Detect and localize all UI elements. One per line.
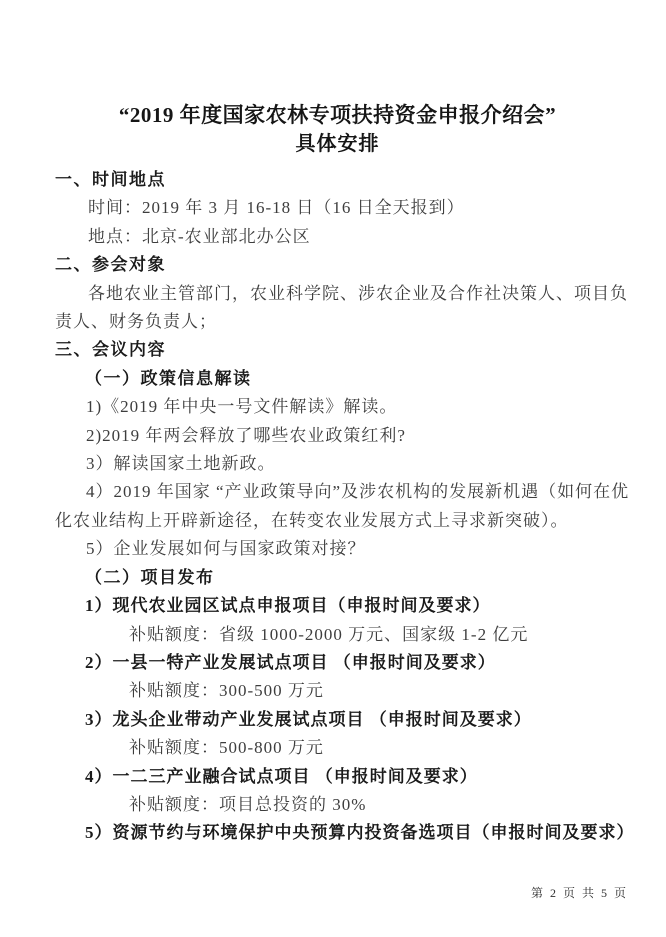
- project-subsidy-4: 补贴额度：项目总投资的 30%: [129, 794, 367, 814]
- policy-item-5: 5）企业发展如何与国家政策对接？: [86, 539, 366, 559]
- subsection-projects-heading: （二）项目发布: [85, 567, 215, 587]
- doc-title: “2019 年度国家农林专项扶持资金申报介绍会”: [118, 103, 557, 127]
- policy-item-1: 1)《2019 年中央一号文件解读》解读。: [86, 397, 398, 417]
- project-title-4: 4）一二三产业融合试点项目 （申报时间及要求）: [85, 766, 478, 786]
- project-title-2: 2）一县一特产业发展试点项目 （申报时间及要求）: [85, 652, 496, 672]
- meeting-place: 地点：北京-农业部北办公区: [88, 226, 311, 246]
- meeting-time: 时间：2019 年 3 月 16-18 日（16 日全天报到）: [88, 198, 465, 218]
- project-title-3: 3）龙头企业带动产业发展试点项目 （申报时间及要求）: [85, 709, 532, 729]
- project-title-5: 5）资源节约与环境保护中央预算内投资备选项目（申报时间及要求）: [85, 823, 635, 843]
- doc-subtitle: 具体安排: [295, 133, 380, 155]
- section-3-heading: 三、会议内容: [55, 340, 166, 360]
- attendees-paragraph: 各地农业主管部门，农业科学院、涉农企业及合作社决策人、项目负责人、财务负责人；: [55, 283, 628, 332]
- project-subsidy-3: 补贴额度：500-800 万元: [129, 738, 324, 758]
- section-2-heading: 二、参会对象: [55, 255, 166, 275]
- policy-item-2: 2)2019 年两会释放了哪些农业政策红利?: [86, 425, 406, 445]
- policy-item-3: 3）解读国家土地新政。: [86, 454, 276, 474]
- policy-item-4: 4）2019 年国家 “产业政策导向”及涉农机构的发展新机遇（如何在优化农业结构上开辟新途径，在转变农业发展方式上寻求新突破）。: [55, 482, 630, 530]
- section-1-heading: 一、时间地点: [55, 170, 166, 189]
- project-subsidy-1: 补贴额度：省级 1000-2000 万元、国家级 1-2 亿元: [129, 624, 529, 644]
- subsection-policy-heading: （一）政策信息解读: [85, 368, 252, 388]
- project-title-1: 1）现代农业园区试点申报项目（申报时间及要求）: [85, 596, 491, 616]
- project-subsidy-2: 补贴额度：300-500 万元: [129, 681, 324, 701]
- page-number: 第 2 页 共 5 页: [530, 886, 628, 900]
